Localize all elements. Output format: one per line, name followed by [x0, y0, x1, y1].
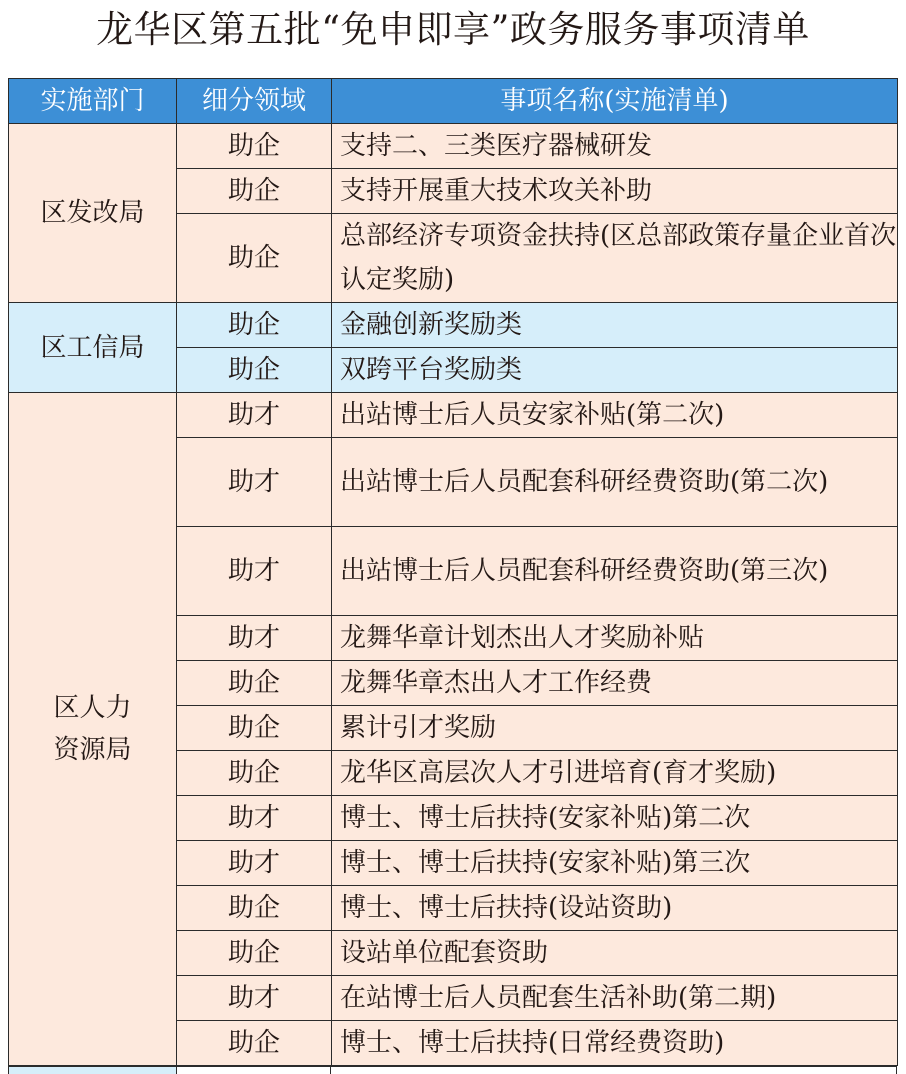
- item-cell: 支持开展重大技术攻关补助: [332, 169, 898, 214]
- category-cell: 助才: [177, 976, 332, 1021]
- service-list-table: [8, 78, 898, 1066]
- category-cell: 助才: [177, 393, 332, 438]
- item-cell: 累计引才奖励: [332, 706, 898, 751]
- category-cell: 助企: [177, 706, 332, 751]
- category-cell: 助才: [177, 438, 332, 527]
- item-cell: 龙舞华章计划杰出人才奖励补贴: [332, 616, 898, 661]
- category-cell: 助企: [177, 751, 332, 796]
- item-cell: 龙舞华章杰出人才工作经费: [332, 661, 898, 706]
- header-dept: 实施部门: [9, 79, 177, 124]
- table-row: [9, 393, 898, 438]
- item-cell: 出站博士后人员配套科研经费资助(第二次): [332, 438, 898, 527]
- item-cell: 总部经济专项资金扶持(区总部政策存量企业首次认定奖励): [332, 214, 898, 303]
- category-cell: 助才: [177, 616, 332, 661]
- item-cell: 出站博士后人员安家补贴(第二次): [332, 393, 898, 438]
- category-cell: 助企: [177, 886, 332, 931]
- category-cell: 助企: [177, 124, 332, 169]
- dept-cell: [9, 393, 177, 1066]
- table-row: [9, 303, 898, 348]
- item-cell: 出站博士后人员配套科研经费资助(第三次): [332, 527, 898, 616]
- item-cell: 博士、博士后扶持(安家补贴)第二次: [332, 796, 898, 841]
- category-cell: 助才: [177, 527, 332, 616]
- item-cell: 博士、博士后扶持(设站资助): [332, 886, 898, 931]
- item-cell: 支持二、三类医疗器械研发: [332, 124, 898, 169]
- category-cell: 助才: [177, 796, 332, 841]
- item-cell: 双跨平台奖励类: [332, 348, 898, 393]
- item-cell: 博士、博士后扶持(日常经费资助): [332, 1021, 898, 1066]
- category-cell: 助企: [177, 169, 332, 214]
- category-cell: 助企: [177, 348, 332, 393]
- page-title: 龙华区第五批“免申即享”政务服务事项清单: [96, 8, 810, 51]
- header-item: 事项名称(实施清单): [332, 79, 898, 124]
- dept-label: 区人力资源局: [53, 693, 132, 765]
- category-cell: 助企: [177, 661, 332, 706]
- table-row: [9, 124, 898, 169]
- item-cell: 博士、博士后扶持(安家补贴)第三次: [332, 841, 898, 886]
- item-cell: 金融创新奖励类: [332, 303, 898, 348]
- category-cell: 助企: [177, 214, 332, 303]
- category-cell: 助企: [177, 1021, 332, 1066]
- header-category: 细分领域: [177, 79, 332, 124]
- category-cell: 助才: [177, 841, 332, 886]
- category-cell: 助企: [177, 303, 332, 348]
- item-cell: 在站博士后人员配套生活补助(第二期): [332, 976, 898, 1021]
- table-header-row: [9, 79, 898, 124]
- category-cell: 助企: [177, 931, 332, 976]
- item-cell: 龙华区高层次人才引进培育(育才奖励): [332, 751, 898, 796]
- dept-cell: 区工信局: [9, 303, 177, 393]
- dept-cell: 区发改局: [9, 124, 177, 303]
- item-cell: 设站单位配套资助: [332, 931, 898, 976]
